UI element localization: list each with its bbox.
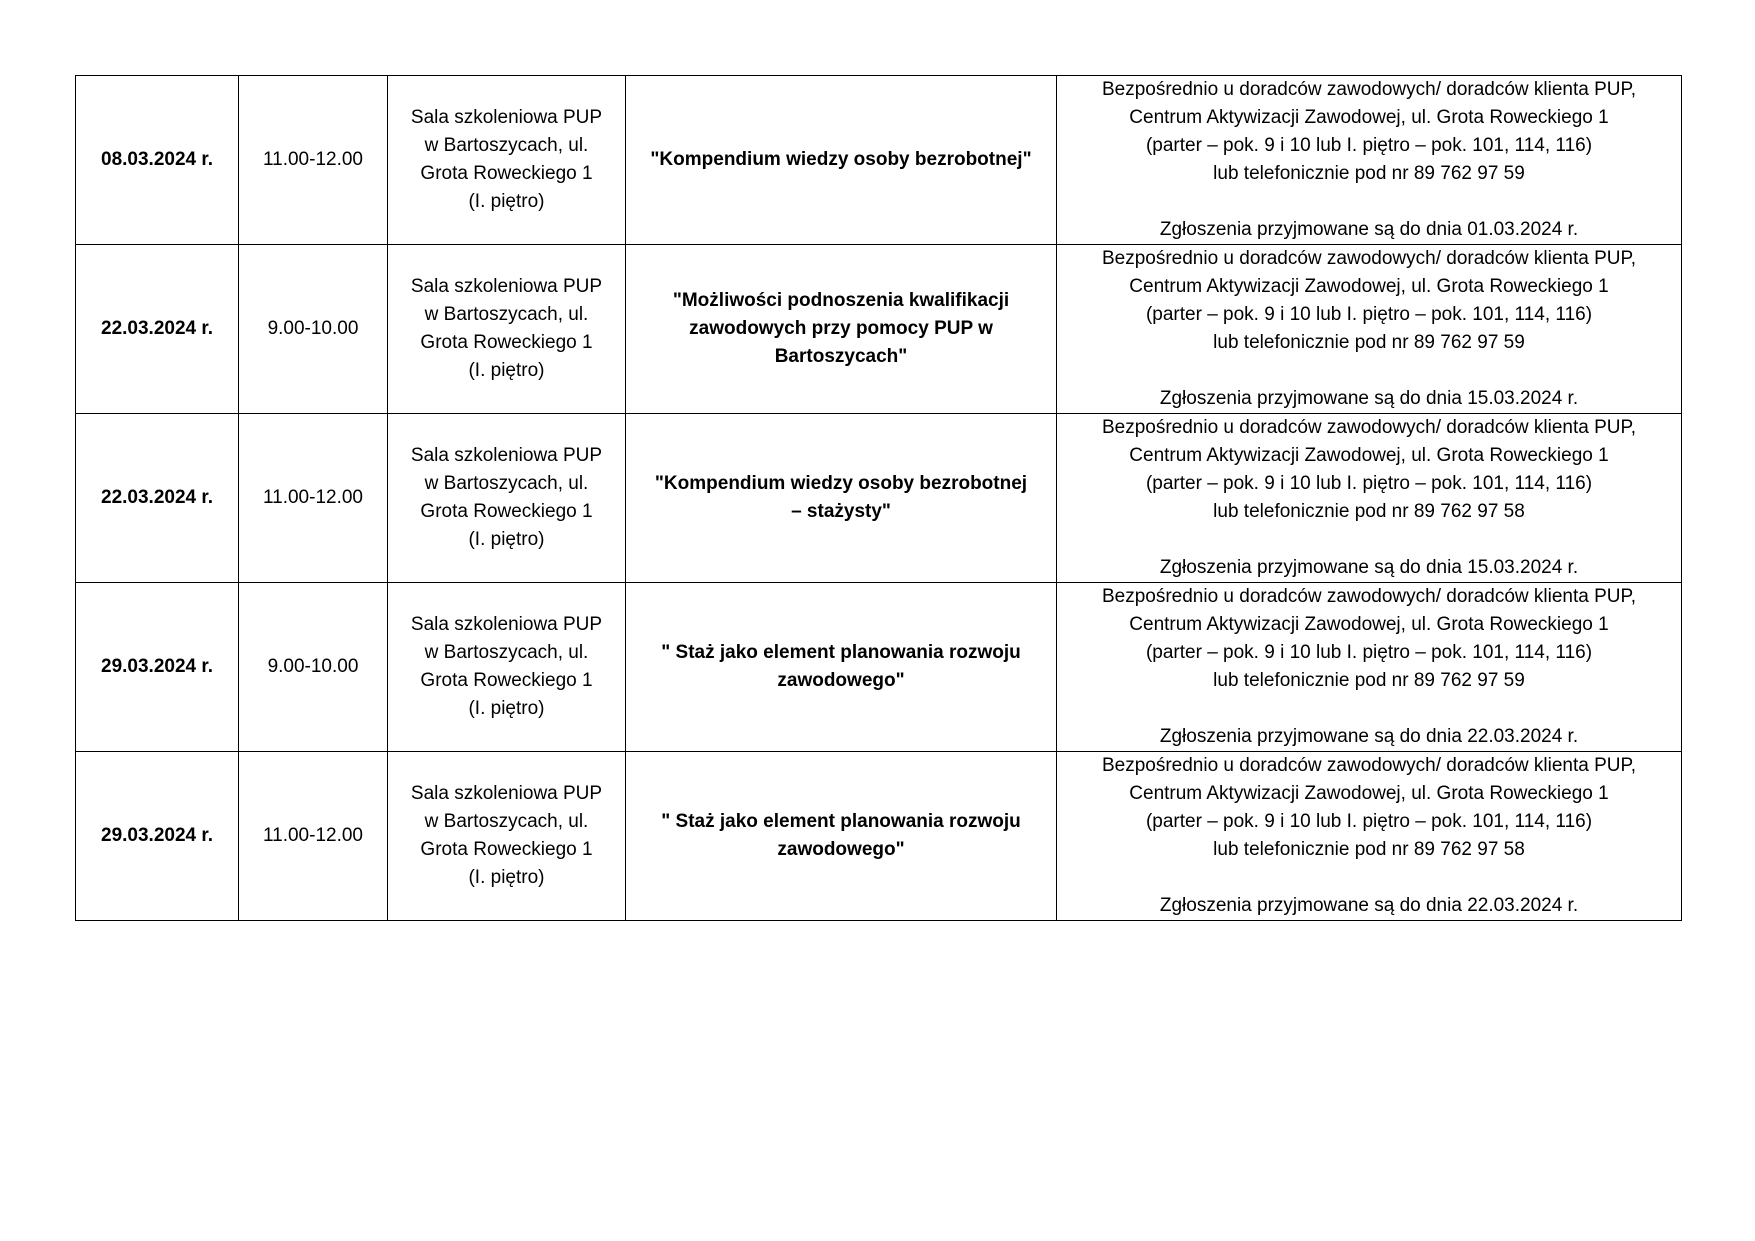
registration-line: Centrum Aktywizacji Zawodowej, ul. Grota Roweckiego 1 xyxy=(1129,445,1609,466)
registration-line: lub telefonicznie pod nr 89 762 97 58 xyxy=(1213,501,1525,522)
place-line: Grota Roweckiego 1 xyxy=(420,332,593,353)
time-cell: 11.00-12.00 xyxy=(239,76,388,245)
time-cell: 9.00-10.00 xyxy=(239,583,388,752)
topic-line: "Możliwości podnoszenia kwalifikacji xyxy=(672,290,1010,311)
topic-line: "Kompendium wiedzy osoby bezrobotnej" xyxy=(650,149,1032,170)
registration-line: (parter – pok. 9 i 10 lub I. piętro – pok. 101, 114, 116) xyxy=(1145,642,1593,663)
table-row xyxy=(76,414,1682,583)
place-line: Grota Roweckiego 1 xyxy=(420,163,593,184)
topic-line: zawodowego" xyxy=(777,839,905,860)
place-line: Sala szkoleniowa PUP xyxy=(410,107,603,128)
place-line: Sala szkoleniowa PUP xyxy=(410,445,603,466)
place-cell xyxy=(388,752,626,921)
date-cell: 29.03.2024 r. xyxy=(76,583,239,752)
registration-line: Centrum Aktywizacji Zawodowej, ul. Grota Roweckiego 1 xyxy=(1129,614,1609,635)
topic-line: " Staż jako element planowania rozwoju xyxy=(661,642,1021,663)
table-row xyxy=(76,245,1682,414)
place-line: w Bartoszycach, ul. xyxy=(424,642,589,663)
registration-cell xyxy=(1057,245,1682,414)
topic-cell xyxy=(626,414,1057,583)
place-cell xyxy=(388,583,626,752)
topic-line: – stażysty" xyxy=(791,501,891,522)
registration-line: (parter – pok. 9 i 10 lub I. piętro – pok. 101, 114, 116) xyxy=(1145,304,1593,325)
place-line: Sala szkoleniowa PUP xyxy=(410,614,603,635)
registration-line: lub telefonicznie pod nr 89 762 97 58 xyxy=(1213,839,1525,860)
table-row xyxy=(76,583,1682,752)
place-line: (I. piętro) xyxy=(468,867,545,888)
registration-line: Centrum Aktywizacji Zawodowej, ul. Grota Roweckiego 1 xyxy=(1129,276,1609,297)
topic-line: zawodowego" xyxy=(777,670,905,691)
place-line: Sala szkoleniowa PUP xyxy=(410,276,603,297)
topic-line: " Staż jako element planowania rozwoju xyxy=(661,811,1021,832)
registration-line: lub telefonicznie pod nr 89 762 97 59 xyxy=(1213,670,1525,691)
place-line: Sala szkoleniowa PUP xyxy=(410,783,603,804)
registration-cell xyxy=(1057,414,1682,583)
schedule-table-body xyxy=(76,76,1682,921)
place-line: Grota Roweckiego 1 xyxy=(420,839,593,860)
registration-line: (parter – pok. 9 i 10 lub I. piętro – pok. 101, 114, 116) xyxy=(1145,135,1593,156)
topic-cell xyxy=(626,76,1057,245)
place-line: (I. piętro) xyxy=(468,360,545,381)
registration-cell xyxy=(1057,76,1682,245)
place-line: Grota Roweckiego 1 xyxy=(420,670,593,691)
registration-line: (parter – pok. 9 i 10 lub I. piętro – pok. 101, 114, 116) xyxy=(1145,473,1593,494)
spacer xyxy=(1063,188,1675,216)
place-line: w Bartoszycach, ul. xyxy=(424,473,589,494)
registration-line: Bezpośrednio u doradców zawodowych/ doradców klienta PUP, xyxy=(1101,755,1637,776)
registration-line: Bezpośrednio u doradców zawodowych/ doradców klienta PUP, xyxy=(1101,248,1637,269)
registration-deadline: Zgłoszenia przyjmowane są do dnia 15.03.2024 r. xyxy=(1159,388,1579,409)
place-line: Grota Roweckiego 1 xyxy=(420,501,593,522)
registration-deadline: Zgłoszenia przyjmowane są do dnia 22.03.2024 r. xyxy=(1159,895,1579,916)
time-cell: 11.00-12.00 xyxy=(239,414,388,583)
registration-line: lub telefonicznie pod nr 89 762 97 59 xyxy=(1213,332,1525,353)
topic-line: zawodowych przy pomocy PUP w xyxy=(689,318,993,339)
date-cell: 08.03.2024 r. xyxy=(76,76,239,245)
topic-cell xyxy=(626,245,1057,414)
registration-line: Centrum Aktywizacji Zawodowej, ul. Grota Roweckiego 1 xyxy=(1129,107,1609,128)
registration-line: Centrum Aktywizacji Zawodowej, ul. Grota Roweckiego 1 xyxy=(1129,783,1609,804)
time-cell: 9.00-10.00 xyxy=(239,245,388,414)
table-row xyxy=(76,76,1682,245)
registration-cell xyxy=(1057,583,1682,752)
table-row xyxy=(76,752,1682,921)
topic-cell xyxy=(626,583,1057,752)
registration-deadline: Zgłoszenia przyjmowane są do dnia 22.03.2024 r. xyxy=(1159,726,1579,747)
place-line: (I. piętro) xyxy=(468,698,545,719)
place-line: (I. piętro) xyxy=(468,191,545,212)
spacer xyxy=(1063,695,1675,723)
topic-line: "Kompendium wiedzy osoby bezrobotnej xyxy=(654,473,1028,494)
spacer xyxy=(1063,864,1675,892)
registration-deadline: Zgłoszenia przyjmowane są do dnia 15.03.2024 r. xyxy=(1159,557,1579,578)
place-cell xyxy=(388,414,626,583)
spacer xyxy=(1063,357,1675,385)
place-line: w Bartoszycach, ul. xyxy=(424,811,589,832)
registration-deadline: Zgłoszenia przyjmowane są do dnia 01.03.2024 r. xyxy=(1159,219,1579,240)
date-cell: 29.03.2024 r. xyxy=(76,752,239,921)
place-line: (I. piętro) xyxy=(468,529,545,550)
spacer xyxy=(1063,526,1675,554)
registration-cell xyxy=(1057,752,1682,921)
registration-line: Bezpośrednio u doradców zawodowych/ doradców klienta PUP, xyxy=(1101,417,1637,438)
registration-line: (parter – pok. 9 i 10 lub I. piętro – pok. 101, 114, 116) xyxy=(1145,811,1593,832)
workshop-schedule-table xyxy=(75,75,1682,921)
registration-line: Bezpośrednio u doradców zawodowych/ doradców klienta PUP, xyxy=(1101,586,1637,607)
registration-line: Bezpośrednio u doradców zawodowych/ doradców klienta PUP, xyxy=(1101,79,1637,100)
place-line: w Bartoszycach, ul. xyxy=(424,135,589,156)
place-cell xyxy=(388,76,626,245)
topic-line: Bartoszycach" xyxy=(774,346,908,367)
date-cell: 22.03.2024 r. xyxy=(76,245,239,414)
date-cell: 22.03.2024 r. xyxy=(76,414,239,583)
place-line: w Bartoszycach, ul. xyxy=(424,304,589,325)
topic-cell xyxy=(626,752,1057,921)
place-cell xyxy=(388,245,626,414)
registration-line: lub telefonicznie pod nr 89 762 97 59 xyxy=(1213,163,1525,184)
time-cell: 11.00-12.00 xyxy=(239,752,388,921)
